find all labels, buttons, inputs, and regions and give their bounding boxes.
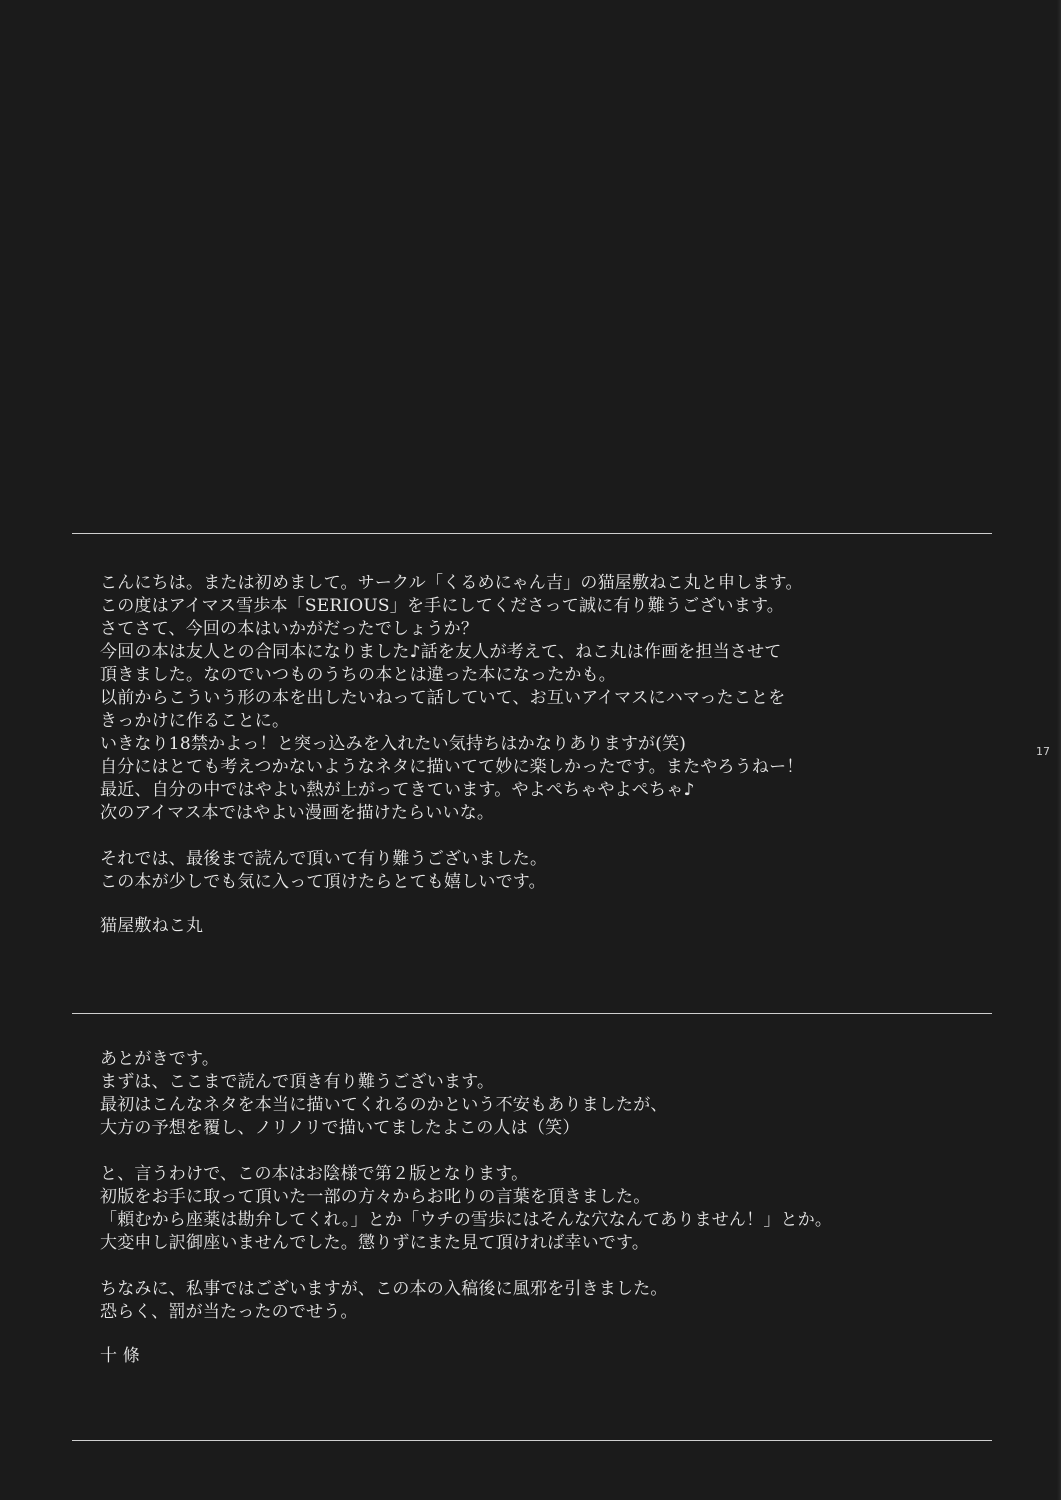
text-line: 初版をお手に取って頂いた一部の方々からお叱りの言葉を頂きました。 [100, 1187, 651, 1207]
text-line: あとがきです。 [100, 1049, 220, 1069]
closing-line: この本が少しでも気に入って頂けたらとても嬉しいです。 [100, 872, 546, 892]
text-line: 次のアイマス本ではやよい漫画を描けたらいいな。 [100, 803, 495, 823]
text-line: まずは、ここまで読んで頂き有り難うございます。 [100, 1072, 495, 1092]
text-line: 最初はこんなネタを本当に描いてくれるのかという不安もありましたが、 [100, 1095, 668, 1115]
text-line: 大変申し訳御座いませんでした。懲りずにまた見て頂ければ幸いです。 [100, 1233, 650, 1253]
afterword-nekoyashiki [100, 572, 980, 938]
text-line: こんにちは。または初めまして。サークル「くるめにゃん吉」の猫屋敷ねこ丸と申します。 [100, 573, 803, 593]
scan-edge [1057, 0, 1061, 1500]
closing-line: それでは、最後まで読んで頂いて有り難うございました。 [100, 849, 548, 869]
text-line: 「頼むから座薬は勘弁してくれ。」とか「ウチの雪歩にはそんな穴なんてありません！」とか。 [100, 1210, 833, 1230]
text-line: 最近、自分の中ではやよい熱が上がってきています。やよぺちゃやよぺちゃ♪ [100, 780, 695, 800]
text-line: 以前からこういう形の本を出したいねって話していて、お互いアイマスにハマったことを [100, 688, 786, 708]
text-line: ちなみに、私事ではございますが、この本の入稿後に風邪を引きました。 [100, 1279, 668, 1299]
text-line: いきなり18禁かよっ！と突っ込みを入れたい気持ちはかなりありますが(笑) [100, 734, 687, 754]
author-signature: 猫屋敷ねこ丸 [100, 916, 204, 936]
text-line: 今回の本は友人との合同本になりました♪話を友人が考えて、ねこ丸は作画を担当させて [100, 642, 782, 662]
text-line: 頂きました。なのでいつものうちの本とは違った本になったかも。 [100, 665, 616, 685]
text-line: 自分にはとても考えつかないようなネタに描いてて妙に楽しかったです。またやろうねー！ [100, 757, 804, 777]
text-line: 恐らく、罰が当たったのでせう。 [100, 1302, 358, 1322]
page-number: 17 [1036, 745, 1050, 758]
text-line: さてさて、今回の本はいかがだったでしょうか？ [100, 619, 479, 639]
text-line: 大方の予想を覆し、ノリノリで描いてましたよこの人は（笑） [100, 1118, 580, 1138]
afterword-jujo [100, 1048, 980, 1368]
text-line: この度はアイマス雪歩本「SERIOUS」を手にしてくださって誠に有り難うございます。 [100, 596, 784, 616]
divider-bottom [72, 1440, 992, 1441]
divider-top [72, 533, 992, 534]
text-line: と、言うわけで、この本はお陰様で第２版となります。 [100, 1164, 529, 1184]
text-line: きっかけに作ることに。 [100, 711, 290, 731]
divider-middle [72, 1013, 992, 1014]
author-signature: 十 條 [100, 1346, 141, 1366]
